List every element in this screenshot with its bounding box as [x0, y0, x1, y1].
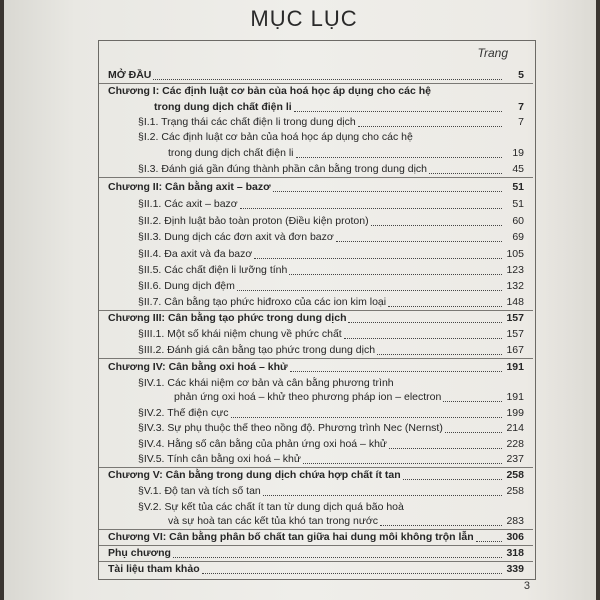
toc-leader-dots: [429, 173, 502, 174]
toc-entry-title: §II.5. Các chất điện li lưỡng tính: [138, 264, 288, 276]
toc-entry-title: §II.6. Dung dịch đệm: [138, 280, 235, 292]
toc-leader-dots: [348, 322, 502, 323]
toc-leader-dots: [237, 290, 502, 291]
toc-entry: [108, 180, 524, 194]
toc-entry: [108, 311, 524, 325]
toc-entry: [108, 279, 524, 293]
toc-entry-page: 132: [506, 280, 524, 292]
page-title: MỤC LỤC: [250, 6, 358, 31]
toc-entry: [108, 468, 524, 482]
toc-entry: [108, 68, 524, 82]
toc-entry-page: 191: [506, 361, 524, 373]
toc-entry-page: 7: [518, 101, 524, 113]
toc-leader-dots: [443, 401, 502, 402]
toc-leader-dots: [476, 541, 502, 542]
toc-entry: [108, 360, 524, 374]
toc-entry-page: 258: [506, 485, 524, 497]
toc-entry: [108, 327, 524, 341]
toc-entry-title: §III.1. Một số khái niệm chung về phức chất: [138, 328, 342, 340]
toc-entry-page: 19: [512, 147, 524, 159]
toc-entry: [108, 295, 524, 309]
toc-entry-page: 283: [506, 515, 524, 527]
toc-entry: [108, 484, 524, 498]
toc-entry: [108, 247, 524, 261]
toc-entry: [108, 546, 524, 560]
toc-entry: [108, 162, 524, 176]
toc-leader-dots: [388, 306, 502, 307]
toc-entry-title: Chương V: Cân bằng trong dung dịch chứa hợp chất ít tan: [108, 469, 401, 481]
toc-divider: [99, 545, 533, 546]
toc-entry-page: 123: [506, 264, 524, 276]
toc-entry-page: 339: [506, 563, 524, 575]
toc-entry-title: §II.3. Dung dịch các đơn axit và đơn bazơ: [138, 231, 334, 243]
toc-leader-dots: [290, 371, 502, 372]
toc-entry-page: 258: [506, 469, 524, 481]
toc-entry-page: 51: [512, 181, 524, 193]
toc-entry: [108, 214, 524, 228]
toc-leader-dots: [173, 557, 502, 558]
toc-leader-dots: [294, 111, 502, 112]
toc-entry-page: 199: [506, 407, 524, 419]
toc-entry-title: và sự hoà tan các kết tủa khó tan trong nước: [168, 515, 379, 527]
toc-entry: [108, 452, 524, 466]
toc-entry: [108, 514, 524, 528]
toc-entry: [108, 84, 524, 98]
toc-entry-page: 306: [506, 531, 524, 543]
toc-entry: [108, 100, 524, 114]
toc-entry-title: Chương III: Cân bằng tạo phức trong dung dịch: [108, 312, 347, 324]
toc-entry-title: §IV.1. Các khái niệm cơ bản và cân bằng phương trình: [138, 377, 394, 389]
toc-entry-title: §I.1. Trạng thái các chất điện li trong dung dịch: [138, 116, 356, 128]
toc-entry-title: §I.2. Các định luật cơ bản của hoá học áp dụng cho các hệ: [138, 131, 413, 143]
page-column-label: Trang: [477, 46, 508, 60]
toc-entry: [108, 530, 524, 544]
toc-entry: [108, 406, 524, 420]
toc-leader-dots: [336, 241, 502, 242]
toc-leader-dots: [296, 157, 502, 158]
toc-leader-dots: [254, 258, 502, 259]
toc-entry-page: 60: [512, 215, 524, 227]
toc-entry: [108, 437, 524, 451]
toc-entry-page: 228: [506, 438, 524, 450]
toc-entry-title: §II.1. Các axit – bazơ: [138, 198, 238, 210]
toc-entry-title: §II.7. Cân bằng tạo phức hiđroxo của các ion kim loại: [138, 296, 387, 308]
toc-leader-dots: [403, 479, 502, 480]
toc-entry-title: trong dung dịch chất điện li: [168, 147, 294, 159]
toc-entry-page: 7: [518, 116, 524, 128]
toc-entry-page: 5: [518, 69, 524, 81]
toc-divider: [99, 529, 533, 530]
toc-entry-title: §IV.5. Tính cân bằng oxi hoá – khử: [138, 453, 301, 465]
toc-leader-dots: [380, 525, 502, 526]
toc-entry: [108, 421, 524, 435]
toc-entry-title: phản ứng oxi hoá – khử theo phương pháp ion – electron: [174, 391, 442, 403]
toc-entry: [108, 390, 524, 404]
toc-entry-page: 148: [506, 296, 524, 308]
toc-entry-page: 51: [512, 198, 524, 210]
toc-entry: [108, 562, 524, 576]
toc-entry-title: §II.2. Định luật bảo toàn proton (Điều kiện proton): [138, 215, 369, 227]
toc-entry-title: §III.2. Đánh giá cân bằng tạo phức trong dung dịch: [138, 344, 376, 356]
toc-leader-dots: [371, 225, 502, 226]
toc-entry-page: 214: [506, 422, 524, 434]
toc-divider: [99, 310, 533, 311]
toc-entry: [108, 376, 524, 390]
page-number: 3: [523, 580, 530, 592]
toc-entry-title: trong dung dịch chất điện li: [154, 101, 292, 113]
toc-entry: [108, 263, 524, 277]
toc-entry-page: 105: [506, 248, 524, 260]
toc-leader-dots: [377, 354, 502, 355]
toc-leader-dots: [231, 417, 502, 418]
toc-leader-dots: [240, 208, 502, 209]
toc-leader-dots: [289, 274, 502, 275]
toc-entry-title: Tài liệu tham khảo: [108, 563, 200, 575]
toc-entry: [108, 500, 524, 514]
toc-leader-dots: [445, 432, 502, 433]
toc-leader-dots: [389, 448, 502, 449]
toc-entry-title: MỞ ĐẦU: [108, 69, 152, 81]
toc-entry-title: Chương II: Cân bằng axit – bazơ: [108, 181, 271, 193]
toc-entry-page: 237: [506, 453, 524, 465]
toc-divider: [99, 561, 533, 562]
toc-entry-title: §V.1. Độ tan và tích số tan: [138, 485, 261, 497]
toc-entry-title: §IV.3. Sự phụ thuộc thế theo nồng độ. Phương trình Nec (Nernst): [138, 422, 443, 434]
toc-entry-title: Chương IV: Cân bằng oxi hoá – khử: [108, 361, 288, 373]
toc-entry-page: 157: [506, 328, 524, 340]
toc-leader-dots: [263, 495, 502, 496]
toc-entry-page: 157: [506, 312, 524, 324]
toc-entry-title: Chương VI: Cân bằng phân bố chất tan giữa hai dung môi không trộn lẫn: [108, 531, 474, 543]
toc-entry: [108, 343, 524, 357]
toc-entry-title: §IV.2. Thế điện cực: [138, 407, 229, 419]
toc-entry-title: Chương I: Các định luật cơ bản của hoá học áp dụng cho các hệ: [108, 85, 431, 97]
toc-entry-title: §V.2. Sự kết tủa các chất ít tan từ dung dịch quá bão hoà: [138, 501, 404, 513]
toc-entry-page: 191: [506, 391, 524, 403]
toc-leader-dots: [344, 338, 502, 339]
toc-entry-page: 318: [506, 547, 524, 559]
toc-entry-page: 45: [512, 163, 524, 175]
toc-leader-dots: [153, 79, 502, 80]
toc-entry-page: 167: [506, 344, 524, 356]
toc-entry: [108, 115, 524, 129]
toc-entry: [108, 230, 524, 244]
toc-entry-title: Phụ chương: [108, 547, 171, 559]
book-page: [4, 0, 596, 600]
toc-leader-dots: [273, 191, 502, 192]
toc-divider: [99, 177, 533, 178]
toc-divider: [99, 358, 533, 359]
toc-leader-dots: [202, 573, 502, 574]
toc-entry-title: §IV.4. Hằng số cân bằng của phản ứng oxi hoá – khử: [138, 438, 387, 450]
toc-entry-title: §II.4. Đa axit và đa bazơ: [138, 248, 253, 260]
toc-divider: [99, 467, 533, 468]
toc-divider: [99, 83, 533, 84]
toc-entry-page: 69: [512, 231, 524, 243]
toc-entry-title: §I.3. Đánh giá gần đúng thành phần cân bằng trong dung dịch: [138, 163, 427, 175]
toc-entry: [108, 197, 524, 211]
toc-leader-dots: [303, 463, 502, 464]
toc-entry: [108, 146, 524, 160]
toc-entry: [108, 130, 524, 144]
toc-leader-dots: [358, 126, 502, 127]
